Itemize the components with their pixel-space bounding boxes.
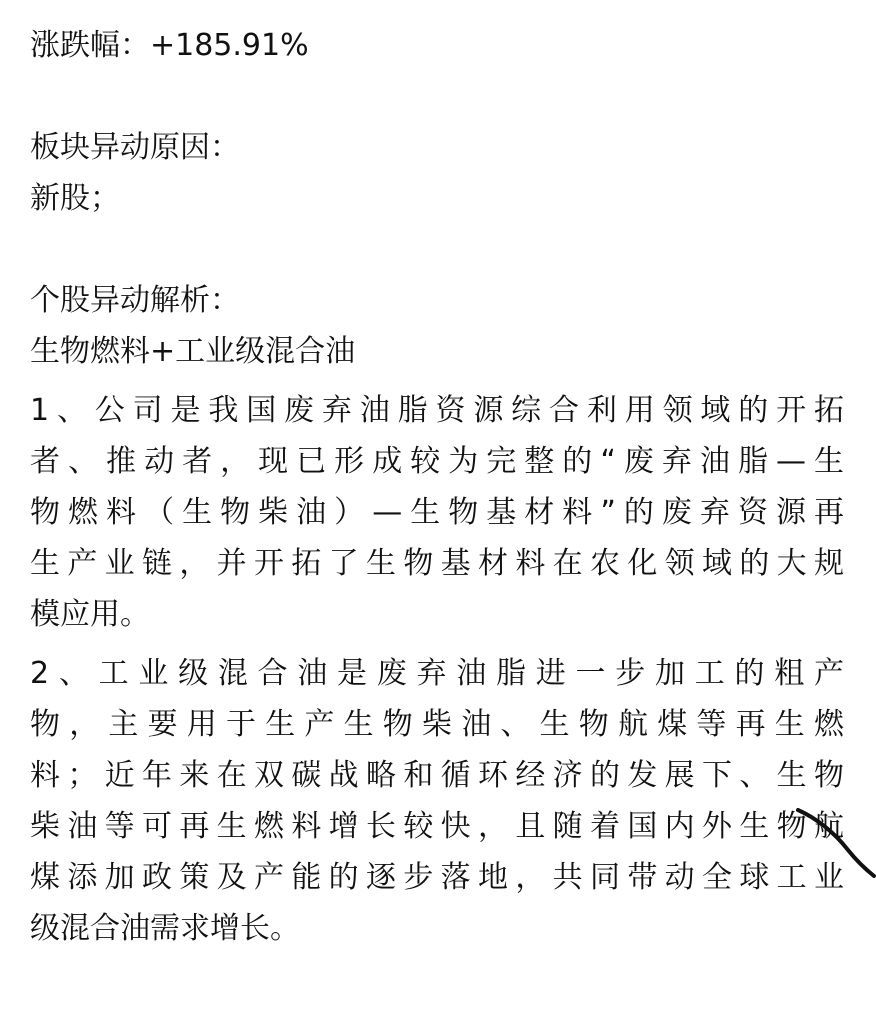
point1-line: 1、公司是我国废弃油脂资源综合利用领域的开拓 [30, 393, 846, 428]
analysis-title: 个股异动解析： [30, 283, 240, 318]
blank-line [30, 71, 846, 122]
reason-value: 新股； [30, 181, 120, 216]
point1-line: 物燃料（生物柴油）—生物基材料”的废弃资源再 [30, 495, 846, 530]
reason-title: 板块异动原因： [30, 130, 240, 165]
blank-line [30, 224, 846, 275]
point2-line: 柴油等可再生燃料增长较快，且随着国内外生物航 [30, 809, 846, 844]
point1-line: 生产业链，并开拓了生物基材料在农化领域的大规 [30, 546, 846, 581]
point2-line: 煤添加政策及产能的逐步落地，共同带动全球工业 [30, 860, 846, 895]
topic-line: 生物燃料+工业级混合油 [30, 334, 356, 369]
point1-line: 模应用。 [30, 597, 150, 632]
point2-line: 级混合油需求增长。 [30, 911, 300, 946]
point1-line: 者、推动者，现已形成较为完整的“废弃油脂—生 [30, 444, 846, 479]
spacer [30, 377, 846, 385]
change-percent: 涨跌幅：+185.91% [30, 28, 309, 63]
point2-line: 物，主要用于生产生物柴油、生物航煤等再生燃 [30, 707, 846, 742]
spacer [30, 640, 846, 648]
point2-line: 2、工业级混合油是废弃油脂进一步加工的粗产 [30, 656, 846, 691]
point2-line: 料；近年来在双碳战略和循环经济的发展下、生物 [30, 758, 846, 793]
